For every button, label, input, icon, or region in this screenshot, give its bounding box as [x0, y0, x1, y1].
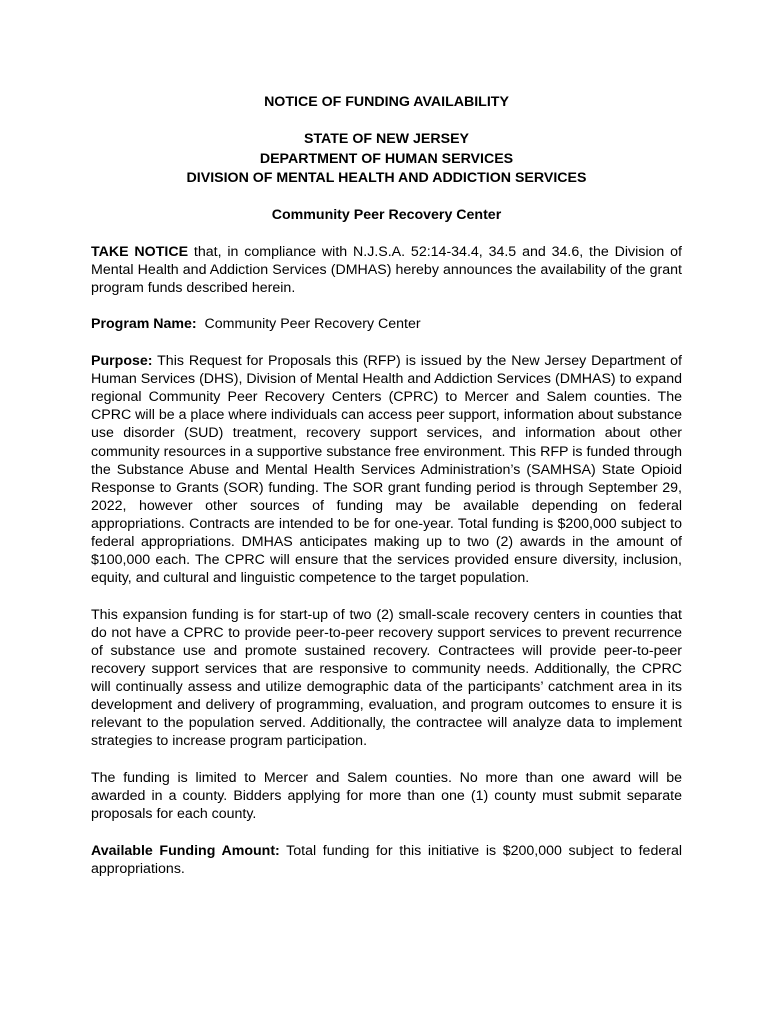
funding-amount-text: Total funding for this initiative is $200,000 subject to federal appropriations.: [91, 842, 682, 877]
expansion-paragraph: This expansion funding is for start-up of two (2) small-scale recovery centers in counties that do not have a CPRC to provide peer-to-peer recovery support services to prevent recurrence of substance use and promote sustained recovery. Contractees will provide peer-to-peer recovery support services that are responsive to community needs. Additionally, the CPRC will continually assess and utilize demographic data of the participants’ catchment area in its development and delivery of programming, evaluation, and program outcomes to ensure it is relevant to the population served. Additionally, the contractee will analyze data to implement strategies to increase program participation.: [91, 606, 682, 750]
funding-amount-paragraph: [91, 842, 682, 878]
agency-header: [91, 130, 682, 189]
department-name: DEPARTMENT OF HUMAN SERVICES: [259, 150, 514, 167]
limits-paragraph: The funding is limited to Mercer and Salem counties. No more than one award will be awarded in a county. Bidders applying for more than one (1) county must submit separate proposals for each county.: [91, 770, 682, 823]
take-notice-paragraph: [91, 243, 682, 297]
program-name-text: Community Peer Recovery Center: [196, 316, 421, 333]
take-notice-label: TAKE NOTICE: [91, 243, 189, 260]
program-name-label: Program Name:: [91, 316, 197, 333]
notice-title: NOTICE OF FUNDING AVAILABILITY: [264, 94, 509, 110]
program-name-paragraph: [91, 315, 682, 333]
purpose-label: Purpose:: [91, 353, 153, 370]
division-name: DIVISION OF MENTAL HEALTH AND ADDICTION SERVICES: [186, 170, 587, 187]
purpose-text: This Request for Proposals this (RFP) is issued by the New Jersey Department of Human Services (DHS), Division of Mental Health and Addiction Services (DMHAS) to expand regional Community Peer Recovery Centers (CPRC) to Mercer and Salem counties. The CPRC will be a place where individuals can access peer support, information about substance use disorder (SUD) treatment, recovery support services, and information about other community resources in a supportive substance free environment. This RFP is funded through the Substance Abuse and Mental Health Services Administration’s (SAMHSA) State Opioid Response to Grants (SOR) funding. The SOR grant funding period is through September 29, 2022, however other sources of funding may be available depending on federal appropriations. Contracts are intended to be for one-year. Total funding is $200,000 subject to federal appropriations. DMHAS anticipates making up to two (2) awards in the amount of $100,000 each. The CPRC will ensure that the services provided ensure diversity, inclusion, equity, and cultural and linguistic competence to the target population.: [91, 353, 682, 587]
purpose-paragraph: [91, 352, 682, 587]
take-notice-text: that, in compliance with N.J.S.A. 52:14-34.4, 34.5 and 34.6, the Division of Mental Health and Addiction Services (DMHAS) hereby announces the availability of the grant program funds described herein.: [91, 243, 683, 296]
funding-amount-label: Available Funding Amount:: [91, 842, 280, 859]
state-name: STATE OF NEW JERSEY: [303, 131, 469, 148]
program-heading: Community Peer Recovery Center: [271, 206, 502, 223]
